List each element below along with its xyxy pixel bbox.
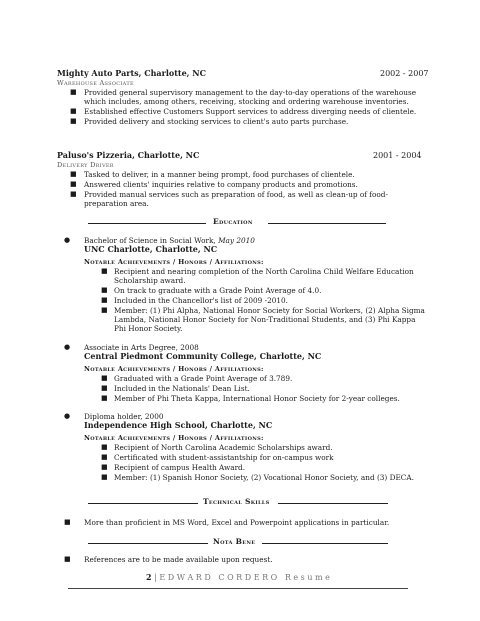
bullet-icon: ■ [70, 88, 77, 96]
nota-heading: Nota Bene [213, 537, 256, 546]
skills-item-1: More than proficient in MS Word, Excel and Powerpoint applications in particular. [84, 518, 390, 527]
bullet-icon: ■ [101, 463, 108, 471]
edu-1-item-1: Recipient and nearing completion of the North Carolina Child Welfare Education [114, 267, 414, 276]
divider-left [88, 223, 206, 224]
edu-2-item-2: Included in the Nationals' Dean List. [114, 384, 250, 393]
job-1-dates: 2002 - 2007 [380, 69, 429, 78]
edu-3-degree: Diploma holder, 2000 [84, 412, 164, 421]
edu-2-degree: Associate in Arts Degree, 2008 [84, 343, 199, 352]
job-2-bullet-3-cont: preparation area. [84, 199, 149, 208]
bullet-icon: ■ [101, 306, 108, 314]
job-2-bullet-1: Tasked to deliver, in a manner being prompt, food purchases of clientele. [84, 170, 355, 179]
edu-2-school: Central Piedmont Community College, Charlotte, NC [84, 351, 322, 361]
edu-3-school: Independence High School, Charlotte, NC [84, 420, 273, 430]
edu-2-achievements-heading: Notable Achievements / Honors / Affiliations: [84, 365, 264, 373]
edu-3-item-1: Recipient of North Carolina Academic Scholarships award. [114, 443, 333, 452]
bullet-icon: ■ [101, 443, 108, 451]
bullet-icon: ■ [101, 394, 108, 402]
job-2-bullet-3: Provided manual services such as preparation of food, as well as clean-up of food- [84, 190, 388, 199]
bullet-icon: ■ [64, 518, 71, 526]
footer-text: | E D W A R D C O R D E R O R e s u m e [154, 573, 330, 582]
edu-3-achievements-heading: Notable Achievements / Honors / Affiliations: [84, 434, 264, 442]
bullet-icon: ■ [101, 384, 108, 392]
edu-1-item-1-cont: Scholarship award. [114, 276, 186, 285]
bullet-icon: ■ [70, 190, 77, 198]
bullet-icon: ■ [101, 267, 108, 275]
edu-2-item-1: Graduated with a Grade Point Average of 3.789. [114, 374, 293, 383]
edu-3-item-4: Member: (1) Spanish Honor Society, (2) Vocational Honor Society, and (3) DECA. [114, 473, 414, 482]
job-2-company: Paluso's Pizzeria, Charlotte, NC [57, 150, 200, 160]
edu-1-achievements-heading: Notable Achievements / Honors / Affiliations: [84, 258, 264, 266]
divider-right [268, 223, 386, 224]
divider-left [88, 503, 198, 504]
bullet-icon: ■ [64, 555, 71, 563]
job-1-bullet-1-cont: which includes, among others, receiving, stocking and ordering warehouse inventories. [84, 97, 409, 106]
divider-left [88, 543, 208, 544]
edu-3-item-2: Certificated with student-assistantship for on-campus work [114, 453, 334, 462]
edu-1-item-2: On track to graduate with a Grade Point Average of 4.0. [114, 286, 322, 295]
bullet-icon: ● [64, 236, 71, 244]
footer-rule [68, 588, 408, 589]
job-1-company: Mighty Auto Parts, Charlotte, NC [57, 68, 206, 78]
bullet-icon: ■ [70, 117, 77, 125]
edu-2-item-3: Member of Phi Theta Kappa, International Honor Society for 2-year colleges. [114, 394, 400, 403]
bullet-icon: ■ [70, 170, 77, 178]
edu-1-item-4: Member: (1) Phi Alpha, National Honor Society for Social Workers, (2) Alpha Sigma [114, 306, 425, 315]
edu-3-item-3: Recipient of campus Health Award. [114, 463, 246, 472]
job-1-bullet-3: Provided delivery and stocking services to client's auto parts purchase. [84, 117, 349, 126]
edu-1-item-4-cont2: Phi Honor Society. [114, 324, 183, 333]
bullet-icon: ■ [101, 453, 108, 461]
edu-1-degree: Bachelor of Science in Social Work, May 2010 [84, 236, 255, 245]
bullet-icon: ■ [101, 296, 108, 304]
job-1-bullet-1: Provided general supervisory management to the day-to-day operations of the warehouse [84, 88, 417, 97]
footer-page-number: 2 [146, 572, 152, 582]
nota-item-1: References are to be made available upon request. [84, 555, 273, 564]
skills-heading: Technical Skills [203, 497, 270, 506]
job-2-bullet-2: Answered clients' inquiries relative to company products and promotions. [84, 180, 358, 189]
job-1-role: Warehouse Associate [57, 79, 134, 87]
job-2-dates: 2001 - 2004 [373, 151, 422, 160]
divider-right [262, 543, 388, 544]
bullet-icon: ■ [101, 286, 108, 294]
edu-1-item-3: Included in the Chancellor's list of 2009 -2010. [114, 296, 288, 305]
divider-right [278, 503, 388, 504]
edu-1-item-4-cont: Lambda, National Honor Society for Non-Traditional Students, and (3) Phi Kappa [114, 315, 416, 324]
edu-1-school: UNC Charlotte, Charlotte, NC [84, 244, 218, 254]
footer [146, 573, 330, 582]
job-2-role: Delivery Driver [57, 161, 114, 169]
bullet-icon: ■ [101, 473, 108, 481]
bullet-icon: ■ [70, 107, 77, 115]
bullet-icon: ● [64, 412, 71, 420]
bullet-icon: ● [64, 343, 71, 351]
bullet-icon: ■ [101, 374, 108, 382]
education-heading: Education [213, 217, 253, 226]
job-1-bullet-2: Established effective Customers Support services to address diverging needs of clientele. [84, 107, 417, 116]
bullet-icon: ■ [70, 180, 77, 188]
